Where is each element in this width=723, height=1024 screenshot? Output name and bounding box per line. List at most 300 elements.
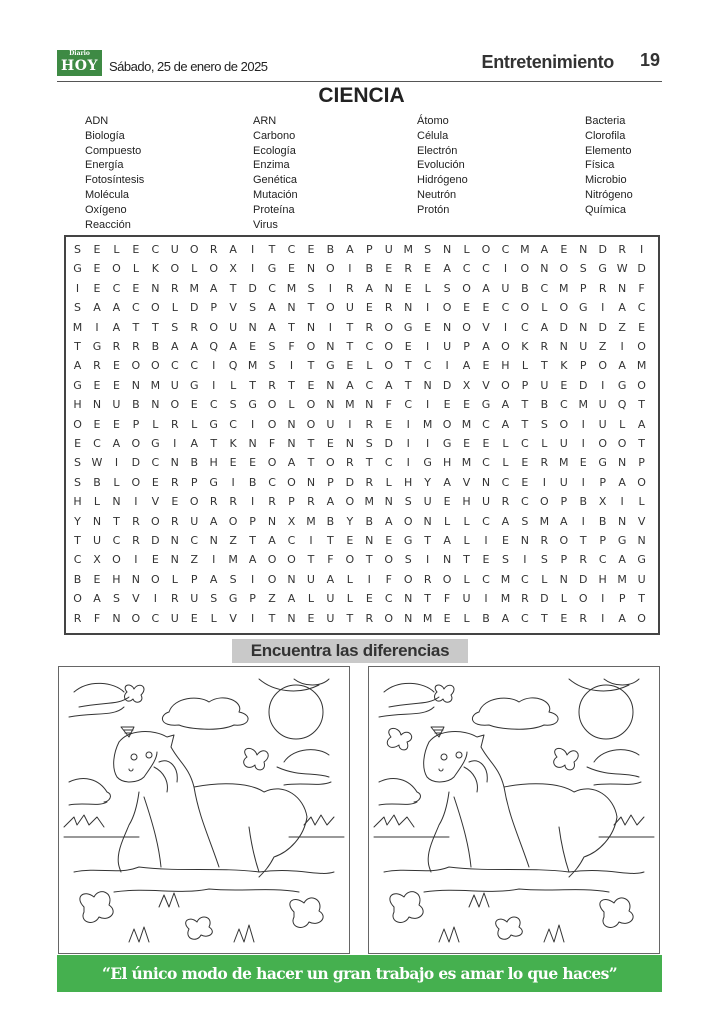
grid-letter[interactable]: H [501, 359, 510, 373]
grid-letter[interactable]: R [209, 243, 218, 256]
grid-letter[interactable]: A [618, 359, 626, 373]
grid-letter[interactable]: L [541, 301, 548, 315]
grid-letter[interactable]: G [598, 262, 607, 276]
grid-letter[interactable]: E [93, 572, 101, 586]
grid-letter[interactable]: R [598, 281, 607, 295]
grid-letter[interactable]: Q [209, 340, 219, 353]
grid-letter[interactable]: L [366, 359, 373, 373]
grid-letter[interactable]: A [93, 592, 101, 606]
grid-letter[interactable]: C [112, 281, 121, 295]
grid-letter[interactable]: R [93, 359, 101, 373]
grid-letter[interactable]: R [365, 475, 374, 489]
grid-letter[interactable]: A [190, 340, 198, 353]
grid-letter[interactable]: G [442, 437, 452, 450]
grid-letter[interactable]: O [151, 301, 160, 315]
grid-letter[interactable]: I [581, 514, 585, 528]
grid-letter[interactable]: I [153, 592, 157, 606]
grid-letter[interactable]: O [540, 495, 549, 509]
grid-letter[interactable]: E [443, 398, 451, 412]
grid-letter[interactable]: L [113, 243, 120, 256]
grid-letter[interactable]: T [579, 534, 587, 547]
grid-letter[interactable]: N [267, 514, 277, 528]
grid-letter[interactable]: O [306, 340, 316, 353]
grid-letter[interactable]: M [306, 514, 316, 528]
grid-letter[interactable]: L [521, 359, 528, 373]
grid-letter[interactable]: E [463, 437, 471, 450]
grid-letter[interactable]: Y [74, 514, 81, 528]
grid-letter[interactable]: V [229, 301, 237, 315]
grid-letter[interactable]: C [501, 475, 510, 489]
grid-letter[interactable]: O [384, 359, 394, 373]
grid-letter[interactable]: L [113, 475, 120, 489]
grid-letter[interactable]: N [170, 534, 179, 547]
grid-letter[interactable]: I [348, 262, 352, 276]
grid-letter[interactable]: M [72, 320, 83, 334]
grid-letter[interactable]: I [503, 262, 508, 276]
grid-letter[interactable]: M [500, 592, 511, 606]
grid-letter[interactable]: D [442, 378, 452, 392]
grid-letter[interactable]: O [326, 262, 335, 276]
grid-letter[interactable]: F [93, 611, 101, 625]
grid-letter[interactable]: C [559, 398, 568, 412]
grid-letter[interactable]: O [189, 243, 199, 256]
grid-letter[interactable]: N [559, 572, 568, 586]
grid-letter[interactable]: R [521, 592, 529, 606]
grid-letter[interactable]: E [404, 340, 412, 353]
grid-letter[interactable]: C [229, 417, 237, 431]
grid-letter[interactable]: O [501, 378, 510, 392]
grid-letter[interactable]: R [579, 553, 588, 567]
grid-letter[interactable]: I [426, 437, 430, 450]
grid-letter[interactable]: R [229, 495, 237, 509]
grid-letter[interactable]: I [581, 437, 585, 450]
grid-letter[interactable]: I [250, 495, 255, 509]
grid-letter[interactable]: E [74, 437, 82, 450]
grid-letter[interactable]: B [93, 475, 101, 489]
grid-letter[interactable]: T [151, 320, 159, 334]
grid-letter[interactable]: R [540, 534, 549, 547]
grid-letter[interactable]: R [132, 514, 140, 528]
grid-letter[interactable]: E [93, 262, 101, 276]
word-search-grid[interactable] [64, 235, 660, 635]
grid-letter[interactable]: T [74, 534, 81, 547]
grid-letter[interactable]: G [209, 475, 218, 489]
grid-letter[interactable]: M [189, 281, 199, 295]
grid-letter[interactable]: N [92, 398, 102, 412]
grid-letter[interactable]: H [442, 456, 452, 470]
grid-letter[interactable]: C [482, 262, 490, 276]
grid-letter[interactable]: E [560, 611, 568, 625]
grid-letter[interactable]: L [560, 592, 567, 606]
grid-letter[interactable]: C [521, 611, 529, 625]
grid-letter[interactable]: I [639, 243, 644, 256]
grid-letter[interactable]: E [151, 475, 159, 489]
grid-letter[interactable]: C [287, 243, 296, 256]
grid-letter[interactable]: O [112, 262, 121, 276]
grid-letter[interactable]: R [404, 262, 413, 276]
grid-letter[interactable]: R [579, 611, 588, 625]
grid-letter[interactable]: I [173, 437, 177, 450]
grid-letter[interactable]: T [268, 243, 276, 256]
grid-letter[interactable]: S [424, 243, 432, 256]
grid-letter[interactable]: R [618, 243, 626, 256]
grid-letter[interactable]: N [423, 378, 432, 392]
grid-letter[interactable]: I [426, 398, 430, 412]
grid-letter[interactable]: O [559, 417, 569, 431]
grid-letter[interactable]: I [250, 243, 255, 256]
grid-letter[interactable]: S [501, 553, 509, 567]
grid-letter[interactable]: L [463, 572, 470, 586]
grid-letter[interactable]: I [250, 572, 255, 586]
grid-letter[interactable]: I [426, 340, 430, 353]
grid-letter[interactable]: I [114, 456, 119, 470]
grid-letter[interactable]: E [443, 611, 451, 625]
grid-letter[interactable]: S [579, 262, 587, 276]
grid-letter[interactable]: E [249, 456, 257, 470]
grid-letter[interactable]: F [443, 592, 451, 606]
grid-letter[interactable]: I [426, 553, 430, 567]
grid-letter[interactable]: H [462, 495, 471, 509]
grid-letter[interactable]: D [540, 592, 549, 606]
grid-letter[interactable]: C [170, 359, 179, 373]
grid-letter[interactable]: A [268, 301, 276, 315]
grid-letter[interactable]: V [151, 495, 160, 509]
grid-letter[interactable]: B [248, 475, 257, 489]
grid-letter[interactable]: C [268, 281, 276, 295]
grid-letter[interactable]: I [620, 495, 624, 509]
grid-letter[interactable]: O [287, 553, 296, 567]
grid-letter[interactable]: L [171, 301, 178, 315]
grid-letter[interactable]: P [618, 592, 626, 606]
grid-letter[interactable]: P [249, 592, 256, 606]
grid-letter[interactable]: L [288, 398, 295, 412]
grid-letter[interactable]: N [404, 301, 413, 315]
grid-letter[interactable]: O [287, 475, 296, 489]
grid-letter[interactable]: I [601, 611, 605, 625]
grid-letter[interactable]: C [365, 378, 374, 392]
grid-letter[interactable]: A [637, 417, 646, 431]
grid-letter[interactable]: T [346, 611, 354, 625]
grid-letter[interactable]: S [74, 243, 82, 256]
grid-letter[interactable]: O [209, 262, 219, 276]
grid-letter[interactable]: T [132, 320, 140, 334]
grid-letter[interactable]: D [559, 320, 569, 334]
grid-letter[interactable]: A [384, 378, 393, 392]
grid-letter[interactable]: Q [617, 398, 627, 412]
grid-letter[interactable]: P [132, 417, 140, 431]
grid-letter[interactable]: G [403, 320, 413, 334]
grid-letter[interactable]: A [171, 340, 179, 353]
grid-letter[interactable]: A [287, 592, 296, 606]
grid-letter[interactable]: A [268, 320, 276, 334]
grid-letter[interactable]: B [579, 495, 587, 509]
grid-letter[interactable]: D [637, 262, 646, 276]
grid-letter[interactable]: S [307, 281, 315, 295]
grid-letter[interactable]: R [501, 495, 510, 509]
grid-letter[interactable]: E [560, 243, 568, 256]
grid-letter[interactable]: T [74, 340, 81, 353]
grid-letter[interactable]: H [598, 572, 607, 586]
grid-letter[interactable]: I [523, 553, 527, 567]
grid-letter[interactable]: D [151, 534, 160, 547]
grid-letter[interactable]: O [598, 359, 608, 373]
grid-letter[interactable]: S [540, 553, 548, 567]
grid-letter[interactable]: G [637, 553, 646, 567]
grid-letter[interactable]: E [521, 475, 529, 489]
grid-letter[interactable]: E [249, 340, 257, 353]
grid-letter[interactable]: P [599, 475, 606, 489]
grid-letter[interactable]: I [348, 417, 352, 431]
grid-letter[interactable]: N [151, 398, 160, 412]
grid-letter[interactable]: A [540, 320, 549, 334]
grid-letter[interactable]: N [92, 514, 102, 528]
grid-letter[interactable]: E [365, 592, 373, 606]
grid-letter[interactable]: N [365, 398, 374, 412]
grid-letter[interactable]: E [288, 262, 295, 276]
grid-letter[interactable]: B [132, 398, 140, 412]
grid-letter[interactable]: L [502, 437, 509, 450]
grid-letter[interactable]: B [190, 456, 198, 470]
grid-letter[interactable]: E [385, 262, 393, 276]
grid-letter[interactable]: C [482, 456, 490, 470]
grid-letter[interactable]: D [578, 378, 588, 392]
grid-letter[interactable]: D [598, 243, 607, 256]
grid-letter[interactable]: U [92, 534, 102, 547]
grid-letter[interactable]: S [171, 320, 179, 334]
grid-letter[interactable]: C [482, 572, 490, 586]
grid-letter[interactable]: E [424, 262, 432, 276]
grid-letter[interactable]: P [560, 553, 568, 567]
grid-letter[interactable]: I [406, 437, 410, 450]
grid-letter[interactable]: C [521, 320, 529, 334]
grid-letter[interactable]: U [559, 437, 568, 450]
grid-letter[interactable]: E [132, 281, 140, 295]
grid-letter[interactable]: C [132, 301, 140, 315]
grid-letter[interactable]: T [521, 398, 529, 412]
grid-letter[interactable]: F [268, 437, 276, 450]
grid-letter[interactable]: T [268, 611, 276, 625]
grid-letter[interactable]: W [616, 262, 628, 276]
grid-letter[interactable]: O [131, 611, 141, 625]
grid-letter[interactable]: T [346, 320, 354, 334]
grid-letter[interactable]: L [171, 572, 178, 586]
grid-letter[interactable]: R [365, 611, 374, 625]
grid-letter[interactable]: N [112, 611, 121, 625]
grid-letter[interactable]: N [442, 553, 452, 567]
grid-letter[interactable]: I [406, 417, 410, 431]
grid-letter[interactable]: O [131, 475, 141, 489]
grid-letter[interactable]: U [326, 417, 335, 431]
grid-letter[interactable]: N [618, 281, 627, 295]
grid-letter[interactable]: I [503, 320, 508, 334]
grid-letter[interactable]: A [73, 359, 82, 373]
grid-letter[interactable]: S [249, 301, 257, 315]
grid-letter[interactable]: B [540, 398, 549, 412]
grid-letter[interactable]: I [601, 301, 605, 315]
grid-letter[interactable]: D [131, 456, 141, 470]
grid-letter[interactable]: G [481, 398, 491, 412]
grid-letter[interactable]: E [307, 243, 315, 256]
grid-letter[interactable]: R [190, 320, 199, 334]
grid-letter[interactable]: O [267, 572, 277, 586]
grid-letter[interactable]: L [385, 475, 392, 489]
grid-letter[interactable]: T [638, 398, 645, 412]
grid-letter[interactable]: O [520, 262, 530, 276]
grid-letter[interactable]: M [247, 359, 258, 373]
grid-letter[interactable]: U [306, 572, 315, 586]
grid-letter[interactable]: N [170, 456, 179, 470]
grid-letter[interactable]: D [189, 301, 199, 315]
grid-letter[interactable]: G [423, 456, 432, 470]
grid-letter[interactable]: O [306, 417, 316, 431]
grid-letter[interactable]: O [170, 398, 180, 412]
grid-letter[interactable]: D [384, 437, 393, 450]
grid-letter[interactable]: R [268, 378, 276, 392]
newspaper-logo[interactable] [57, 50, 102, 76]
grid-letter[interactable]: G [617, 378, 627, 392]
grid-letter[interactable]: N [540, 262, 549, 276]
grid-letter[interactable]: T [210, 437, 218, 450]
grid-letter[interactable]: N [248, 437, 257, 450]
grid-letter[interactable]: Z [618, 320, 626, 334]
grid-letter[interactable]: L [463, 534, 470, 547]
grid-letter[interactable]: O [637, 475, 646, 489]
grid-letter[interactable]: C [521, 495, 529, 509]
grid-letter[interactable]: A [501, 514, 510, 528]
grid-letter[interactable]: E [521, 456, 529, 470]
grid-letter[interactable]: U [326, 592, 335, 606]
grid-letter[interactable]: N [618, 456, 627, 470]
grid-letter[interactable]: A [190, 437, 198, 450]
grid-letter[interactable]: N [209, 534, 218, 547]
grid-letter[interactable]: S [404, 553, 412, 567]
grid-letter[interactable]: N [306, 475, 316, 489]
grid-letter[interactable]: N [365, 534, 374, 547]
grid-letter[interactable]: S [540, 417, 548, 431]
grid-letter[interactable]: C [521, 572, 529, 586]
grid-letter[interactable]: K [521, 340, 529, 353]
grid-letter[interactable]: I [406, 456, 410, 470]
grid-letter[interactable]: G [73, 378, 82, 392]
grid-letter[interactable]: B [151, 340, 160, 353]
grid-letter[interactable]: G [617, 534, 627, 547]
grid-letter[interactable]: C [209, 398, 218, 412]
grid-letter[interactable]: U [598, 398, 607, 412]
grid-letter[interactable]: P [579, 359, 587, 373]
grid-letter[interactable]: T [229, 281, 237, 295]
grid-letter[interactable]: C [190, 534, 199, 547]
grid-letter[interactable]: O [403, 572, 413, 586]
grid-letter[interactable]: E [560, 378, 568, 392]
grid-letter[interactable]: C [482, 417, 490, 431]
grid-letter[interactable]: E [346, 534, 354, 547]
grid-letter[interactable]: W [91, 456, 103, 470]
grid-letter[interactable]: O [112, 553, 121, 567]
grid-letter[interactable]: O [267, 456, 277, 470]
grid-letter[interactable]: T [288, 378, 295, 392]
grid-letter[interactable]: V [482, 378, 490, 392]
grid-letter[interactable]: T [540, 359, 548, 373]
grid-letter[interactable]: A [384, 514, 393, 528]
grid-letter[interactable]: E [112, 417, 120, 431]
grid-letter[interactable]: A [346, 378, 354, 392]
grid-letter[interactable]: K [560, 359, 568, 373]
grid-letter[interactable]: C [540, 281, 549, 295]
grid-letter[interactable]: C [462, 262, 471, 276]
grid-letter[interactable]: E [501, 534, 509, 547]
grid-letter[interactable]: U [559, 475, 568, 489]
grid-letter[interactable]: R [365, 320, 374, 334]
grid-letter[interactable]: I [581, 475, 585, 489]
grid-letter[interactable]: S [268, 340, 276, 353]
differences-picture-right[interactable] [368, 666, 660, 954]
grid-letter[interactable]: B [326, 514, 335, 528]
grid-letter[interactable]: E [93, 378, 101, 392]
grid-letter[interactable]: A [209, 281, 218, 295]
grid-letter[interactable]: C [112, 534, 121, 547]
grid-letter[interactable]: U [170, 378, 179, 392]
grid-letter[interactable]: N [306, 320, 316, 334]
grid-letter[interactable]: R [307, 495, 315, 509]
grid-letter[interactable]: L [346, 572, 353, 586]
grid-letter[interactable]: P [327, 475, 334, 489]
grid-letter[interactable]: O [637, 378, 646, 392]
grid-letter[interactable]: M [578, 398, 588, 412]
grid-letter[interactable]: E [93, 243, 101, 256]
grid-letter[interactable]: O [209, 320, 219, 334]
grid-letter[interactable]: A [365, 281, 374, 295]
grid-letter[interactable]: A [501, 611, 510, 625]
grid-letter[interactable]: E [171, 495, 179, 509]
grid-letter[interactable]: N [520, 534, 529, 547]
grid-letter[interactable]: O [345, 553, 355, 567]
grid-letter[interactable]: S [404, 495, 412, 509]
grid-letter[interactable]: A [618, 301, 626, 315]
grid-letter[interactable]: R [423, 572, 432, 586]
grid-letter[interactable]: L [132, 262, 139, 276]
grid-letter[interactable]: E [190, 611, 198, 625]
grid-letter[interactable]: N [170, 553, 179, 567]
grid-letter[interactable]: M [461, 417, 472, 431]
grid-letter[interactable]: M [422, 611, 433, 625]
grid-letter[interactable]: O [617, 437, 627, 450]
grid-letter[interactable]: E [229, 456, 237, 470]
grid-letter[interactable]: B [598, 514, 607, 528]
grid-letter[interactable]: O [73, 592, 82, 606]
grid-letter[interactable]: U [326, 611, 335, 625]
grid-letter[interactable]: R [540, 456, 549, 470]
grid-letter[interactable]: C [190, 359, 199, 373]
grid-letter[interactable]: O [384, 553, 394, 567]
grid-letter[interactable]: L [463, 243, 470, 256]
grid-letter[interactable]: O [462, 320, 471, 334]
grid-letter[interactable]: D [345, 475, 355, 489]
grid-letter[interactable]: U [190, 592, 199, 606]
grid-letter[interactable]: A [287, 456, 296, 470]
grid-letter[interactable]: U [540, 378, 549, 392]
grid-letter[interactable]: O [131, 437, 141, 450]
grid-letter[interactable]: O [403, 514, 413, 528]
grid-letter[interactable]: A [443, 534, 451, 547]
grid-letter[interactable]: N [287, 301, 296, 315]
grid-letter[interactable]: A [326, 572, 335, 586]
grid-letter[interactable]: E [385, 417, 393, 431]
grid-letter[interactable]: A [112, 320, 121, 334]
grid-letter[interactable]: S [74, 475, 82, 489]
grid-letter[interactable]: I [328, 281, 333, 295]
grid-letter[interactable]: U [170, 243, 179, 256]
grid-letter[interactable]: H [73, 398, 82, 412]
